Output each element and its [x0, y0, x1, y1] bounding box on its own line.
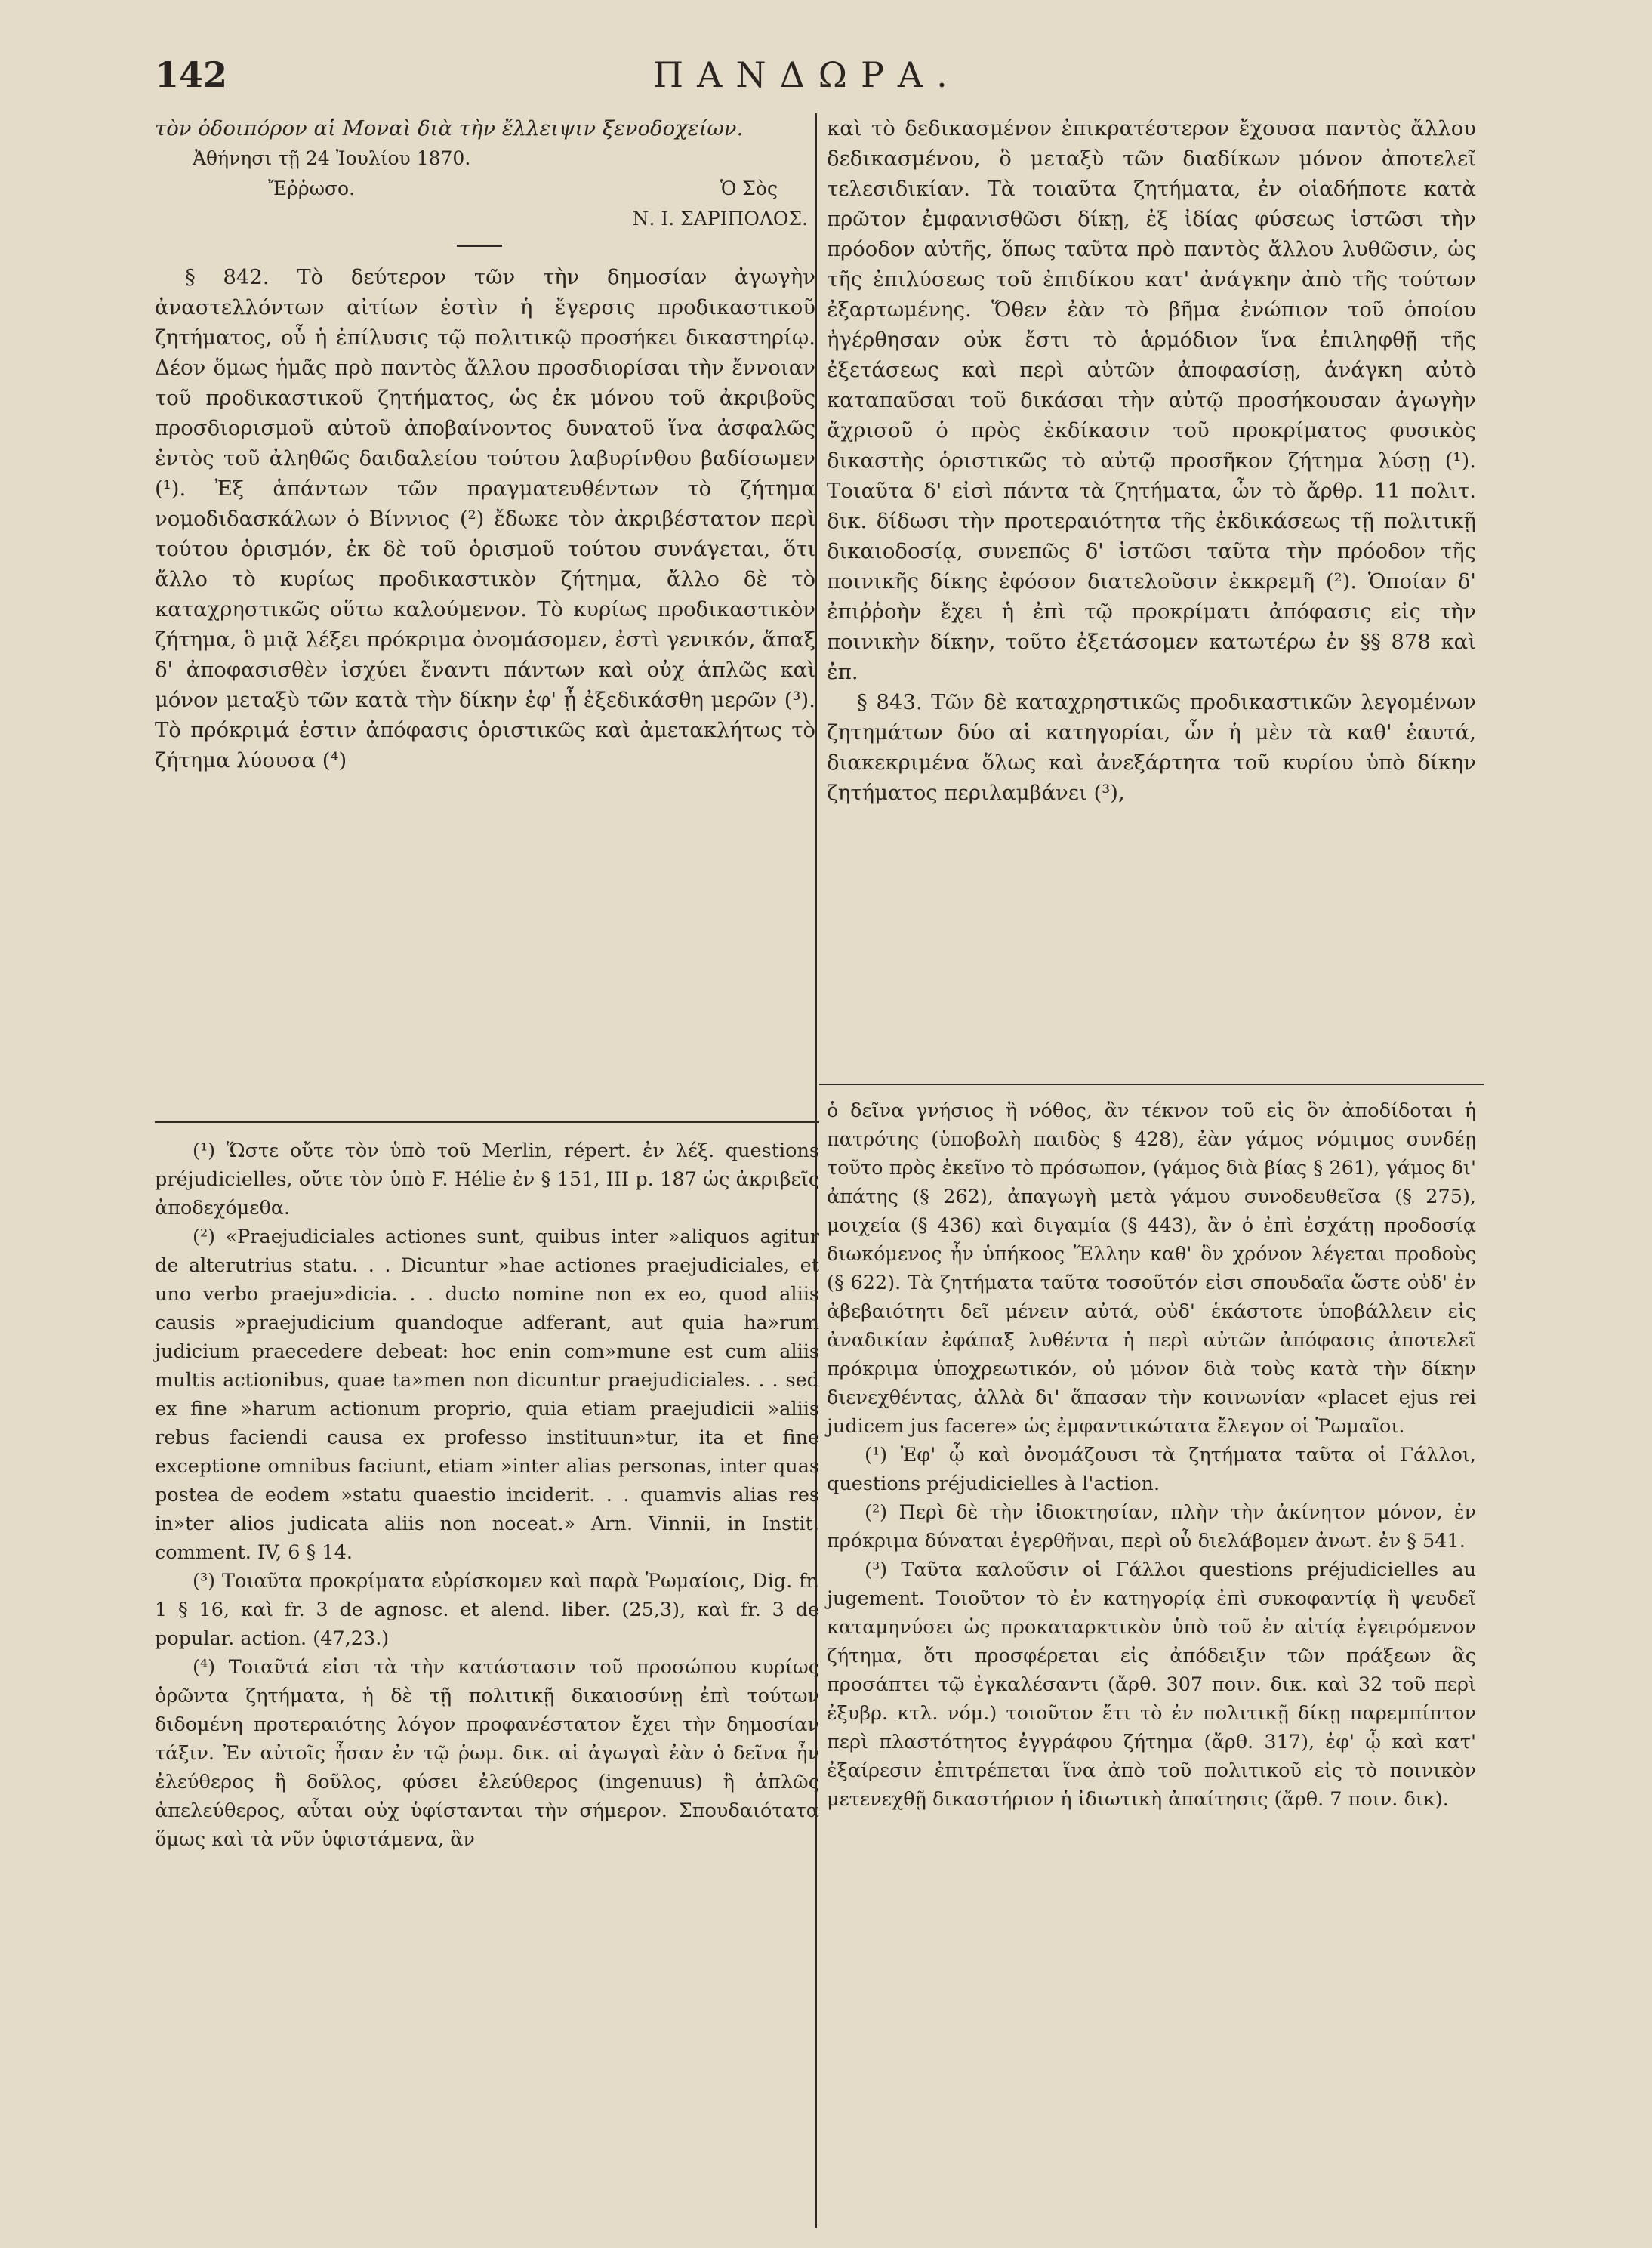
footnote-right-1: (¹) Ἐφ' ᾧ καὶ ὀνομάζουσι τὰ ζητήματα ταῦτα οἱ Γάλλοι, questions préjudicielles à l'action. [827, 1444, 1476, 1495]
signature-name: Ν. Ι. ΣΑΡΙΠΟΛΟΣ. [632, 208, 808, 230]
signature-dash [457, 245, 502, 247]
footnote-2: (²) «Praejudiciales actiones sunt, quibus inter »aliquos agitur de alterutrius statu. . . Dicuntur »hae actiones praejudiciales, et uno verbo praeju»dicia. . . ducto nomine non ex eo, quod aliis causis »praejudicium quandoque adferant, aut quia ha»rum judicium praecedere debeat: hoc enin com»mune est cum aliis multis actionibus, quae ta»men non dicuntur praejudiciales. . . sed ex fine »harum actionum proprio, quia etiam praejudicii »aliis rebus faciendi causa ex professo instituun»tur, ita et fine exceptione omnibus faciunt, etiam »inter alias personas, inter quas postea de eodem »statu quaestio inciderit. . . quamvis alias res in»ter alios judicata aliis non noceat.» Arn. Vinnii, in Instit. comment. IV, 6 § 14. [155, 1226, 819, 1564]
signature-place-date: Ἀθήνησι τῇ 24 Ἰουλίου 1870. [193, 147, 471, 169]
footnote-rule-left [155, 1121, 819, 1123]
left-footnotes [155, 1136, 819, 1854]
signature-yours: Ὁ Σὸς [720, 177, 778, 199]
footnote-rule-right [819, 1084, 1484, 1085]
page-header [155, 54, 1521, 107]
footnote-3: (³) Τοιαῦτα προκρίματα εὑρίσκομεν καὶ παρὰ Ῥωμαίοις, Dig. fr. 1 § 16, καὶ fr. 3 de agnosc. et alend. liber. (25,3), καὶ fr. 3 de popular. action. (47,23.) [155, 1570, 819, 1650]
footnote-1: (¹) Ὥστε οὔτε τὸν ὑπὸ τοῦ Merlin, répert. ἐν λέξ. questions préjudicielles, οὔτε τὸν ὑπὸ F. Hélie ἐν § 151, III p. 187 ὡς ἀκριβεῖς ἀποδεχόμεθα. [155, 1139, 819, 1220]
signature-row [155, 174, 815, 204]
letter-signature [155, 143, 815, 247]
footnote-4-continued: ὁ δεῖνα γνήσιος ἢ νόθος, ἂν τέκνον τοῦ εἰς ὃν ἀποδίδοται ἡ πατρότης (ὑποβολὴ παιδὸς § 428), ἐὰν γάμος νόμιμος συνδέῃ τοῦτο πρὸς ἐκεῖνο τὸ πρόσωπον, (γάμος διὰ βίας § 261), γάμος δι' ἀπάτης (§ 262), ἀπαγωγὴ μετὰ γάμου συνοδευθεῖσα (§ 275), μοιχεία (§ 436) καὶ διγαμία (§ 443), ἂν ὁ ἐπὶ ἐσχάτῃ προδοσίᾳ διωκόμενος ἦν ὑπήκοος Ἕλλην καθ' ὃν χρόνον λέγεται προδοὺς (§ 622). Τὰ ζητήματα ταῦτα τοσοῦτόν εἰσι σπουδαῖα ὥστε οὐδ' ἐν ἀβεβαιότητι δεῖ μένειν αὐτά, οὐδ' ἑκάστοτε ὑποβάλλειν εἰς ἀναδικίαν ἐφάπαξ λυθέντα ἡ περὶ αὐτῶν ἀπόφασις ἀποτελεῖ πρόκριμα ὑποχρεωτικόν, οὐ μόνον διὰ τοὺς κατὰ τὴν δίκην διενεχθέντας, ἀλλὰ δι' ἅπασαν τὴν κοινωνίαν «placet ejus rei judicem jus facere» ὡς ἐμφαντικώτατα ἔλεγον οἱ Ῥωμαῖοι. [827, 1099, 1476, 1438]
footnote-right-2: (²) Περὶ δὲ τὴν ἰδιοκτησίαν, πλὴν τὴν ἀκίνητον μόνον, ἐν πρόκριμα δύναται ἐγερθῆναι, περὶ οὗ διελάβομεν ἀνωτ. ἐν § 541. [827, 1501, 1476, 1553]
footnote-right-3: (³) Ταῦτα καλοῦσιν οἱ Γάλλοι questions préjudicielles au jugement. Τοιοῦτον τὸ ἐν κατηγορίᾳ ἐπὶ συκοφαντίᾳ ἢ ψευδεῖ καταμηνύσει ὡς προκαταρκτικὸν ὑπὸ τοῦ ἐν αἰτίᾳ ἐγειρόμενον ζήτημα, ὅτι προσφέρεται εἰς ἀπόδειξιν τῶν πράξεων ἃς προσάπτει τῷ ἐγκαλέσαντι (ἄρθ. 307 ποιν. δικ. καὶ 32 τοῦ περὶ ἐξυβρ. κτλ. νόμ.) τοιοῦτον ἔτι τὸ ἐν πολιτικῇ δίκῃ παρεμπίπτον περὶ πλαστότητος ἐγγράφου ζήτημα (ἄρθ. 317), ἐφ' ᾧ καὶ κατ' ἐξαίρεσιν ἐπιτρέπεται ἵνα ἀπὸ τοῦ πολιτικοῦ εἰς τὸ ποινικὸν μετενεχθῇ δικαστήριον ἡ ἰδιωτικὴ ἀπαίτησις (ἄρθ. 7 ποιν. δικ). [827, 1559, 1476, 1811]
right-column [827, 113, 1476, 808]
page-number: 142 [155, 54, 228, 95]
right-footnotes [827, 1096, 1476, 1814]
signature-farewell: Ἔῤῥωσο. [268, 177, 356, 199]
section-842: § 842. Τὸ δεύτερον τῶν τὴν δημοσίαν ἀγωγὴν ἀναστελλόντων αἰτίων ἐστὶν ἡ ἔγερσις προδικαστικοῦ ζητήματος, οὗ ἡ ἐπίλυσις τῷ πολιτικῷ προσήκει δικαστηρίῳ. Δέον ὅμως ἡμᾶς πρὸ παντὸς ἄλλου προσδιορίσαι τὴν ἔννοιαν τοῦ προδικαστικοῦ ζητήματος, ὡς ἐκ μόνου τοῦ ἀκριβοῦς προσδιορισμοῦ αὐτοῦ ἀποβαίνοντος δυνατοῦ ἵνα ἀσφαλῶς ἐντὸς τοῦ ἀληθῶς δαιδαλείου τούτου λαβυρίνθου βαδίσωμεν (¹). Ἐξ ἁπάντων τῶν πραγματευθέντων τὸ ζήτημα νομοδιδασκάλων ὁ Βίννιος (²) ἔδωκε τὸν ἀκριβέστατον περὶ τούτου ὁρισμόν, ἐκ δὲ τοῦ ὁρισμοῦ τούτου συνάγεται, ὅτι ἄλλο τὸ κυρίως προδικαστικὸν ζήτημα, ἄλλο δὲ τὸ καταχρηστικῶς οὕτω καλούμενον. Τὸ κυρίως προδικαστικὸν ζήτημα, ὃ μιᾷ λέξει πρόκριμα ὀνομάσομεν, ἐστὶ γενικόν, ἅπαξ δ' ἀποφασισθὲν ἰσχύει ἔναντι πάντων καὶ οὐχ ἁπλῶς καὶ μόνον μεταξὺ τῶν κατὰ τὴν δίκην ἐφ' ᾗ ἐξεδικάσθη μερῶν (³). Τὸ πρόκριμά ἐστιν ἀπόφασις ὁριστικῶς καὶ ἀμετακλήτως τὸ ζήτημα λύουσα (⁴) [155, 265, 815, 772]
running-title: ΠΑΝΔΩΡΑ. [653, 54, 961, 95]
opening-text: τὸν ὁδοιπόρον αἱ Μοναὶ διὰ τὴν ἔλλειψιν ξενοδοχείων. [155, 116, 744, 140]
section-843: § 843. Τῶν δὲ καταχρηστικῶς προδικαστικῶν λεγομένων ζητημάτων δύο αἱ κατηγορίαι, ὧν ἡ μὲν τὰ καθ' ἑαυτά, διακεκριμένα ὅλως καὶ ἀνεξάρτητα τοῦ κυρίου ὑπὸ δίκην ζητήματος περιλαμβάνει (³), [827, 690, 1476, 805]
left-column [155, 113, 815, 776]
continued-text: καὶ τὸ δεδικασμένον ἐπικρατέστερον ἔχουσα παντὸς ἄλλου δεδικασμένου, ὃ μεταξὺ τῶν διαδίκων μόνον ἀποτελεῖ τελεσιδικίαν. Τὰ τοιαῦτα ζητήματα, ἐν οἱαδήποτε κατὰ πρῶτον ἐμφανισθῶσι δίκῃ, ἐξ ἰδίας φύσεως ἱστῶσι τὴν πρόοδον αὐτῆς, ὅπως ταῦτα πρὸ παντὸς ἄλλου λυθῶσιν, ὡς τῆς ἐπιλύσεως τοῦ ἐπιδίκου κατ' ἀνάγκην ἀπὸ τῆς τούτων ἐξαρτωμένης. Ὅθεν ἐὰν τὸ βῆμα ἐνώπιον τοῦ ὁποίου ἠγέρθησαν οὐκ ἔστι τὸ ἁρμόδιον ἵνα ἐπιληφθῇ τῆς ἐξετάσεως καὶ περὶ αὐτῶν ἀποφασίσῃ, ἀνάγκη αὐτὸ καταπαῦσαι τοῦ δικάσαι τὴν αὐτῷ προσήκουσαν ἀγωγὴν ἄχρισοῦ ὁ πρὸς ἐκδίκασιν τοῦ προκρίματος φυσικὸς δικαστὴς ὁριστικῶς τὸ αὐτῷ προσῆκον ζήτημα λύσῃ (¹). Τοιαῦτα δ' εἰσὶ πάντα τὰ ζητήματα, ὧν τὸ ἄρθρ. 11 πολιτ. δικ. δίδωσι τὴν προτεραιότητα τῆς ἐκδικάσεως τῇ πολιτικῇ δικαιοδοσίᾳ, συνεπῶς δ' ἱστῶσι ταῦτα τὴν πρόοδον τῆς ποινικῆς δίκης ἐφόσον διατελοῦσιν ἐκκρεμῆ (²). Ὁποίαν δ' ἐπιῤῥοὴν ἔχει ἡ ἐπὶ τῷ προκρίματι ἀπόφασις εἰς τὴν ποινικὴν δίκην, τοῦτο ἐξετάσομεν κατωτέρω ἐν §§ 878 καὶ ἐπ. [827, 116, 1476, 684]
footnote-4: (⁴) Τοιαῦτά εἰσι τὰ τὴν κατάστασιν τοῦ προσώπου κυρίως ὁρῶντα ζητήματα, ἡ δὲ τῇ πολιτικῇ δικαιοσύνῃ ἐπὶ τούτων διδομένη προτεραιότης λόγον προφανέστατον ἔχει τὴν δημοσίαν τάξιν. Ἐν αὐτοῖς ἦσαν ἐν τῷ ῥωμ. δικ. αἱ ἀγωγαὶ ἐὰν ὁ δεῖνα ἦν ἐλεύθερος ἢ δοῦλος, φύσει ἐλεύθερος (ingenuus) ἢ ἁπλῶς ἀπελεύθερος, αὗται οὐχ ὑφίστανται τὴν σήμερον. Σπουδαιότατα ὅμως καὶ τὰ νῦν ὑφιστάμενα, ἂν [155, 1656, 819, 1851]
